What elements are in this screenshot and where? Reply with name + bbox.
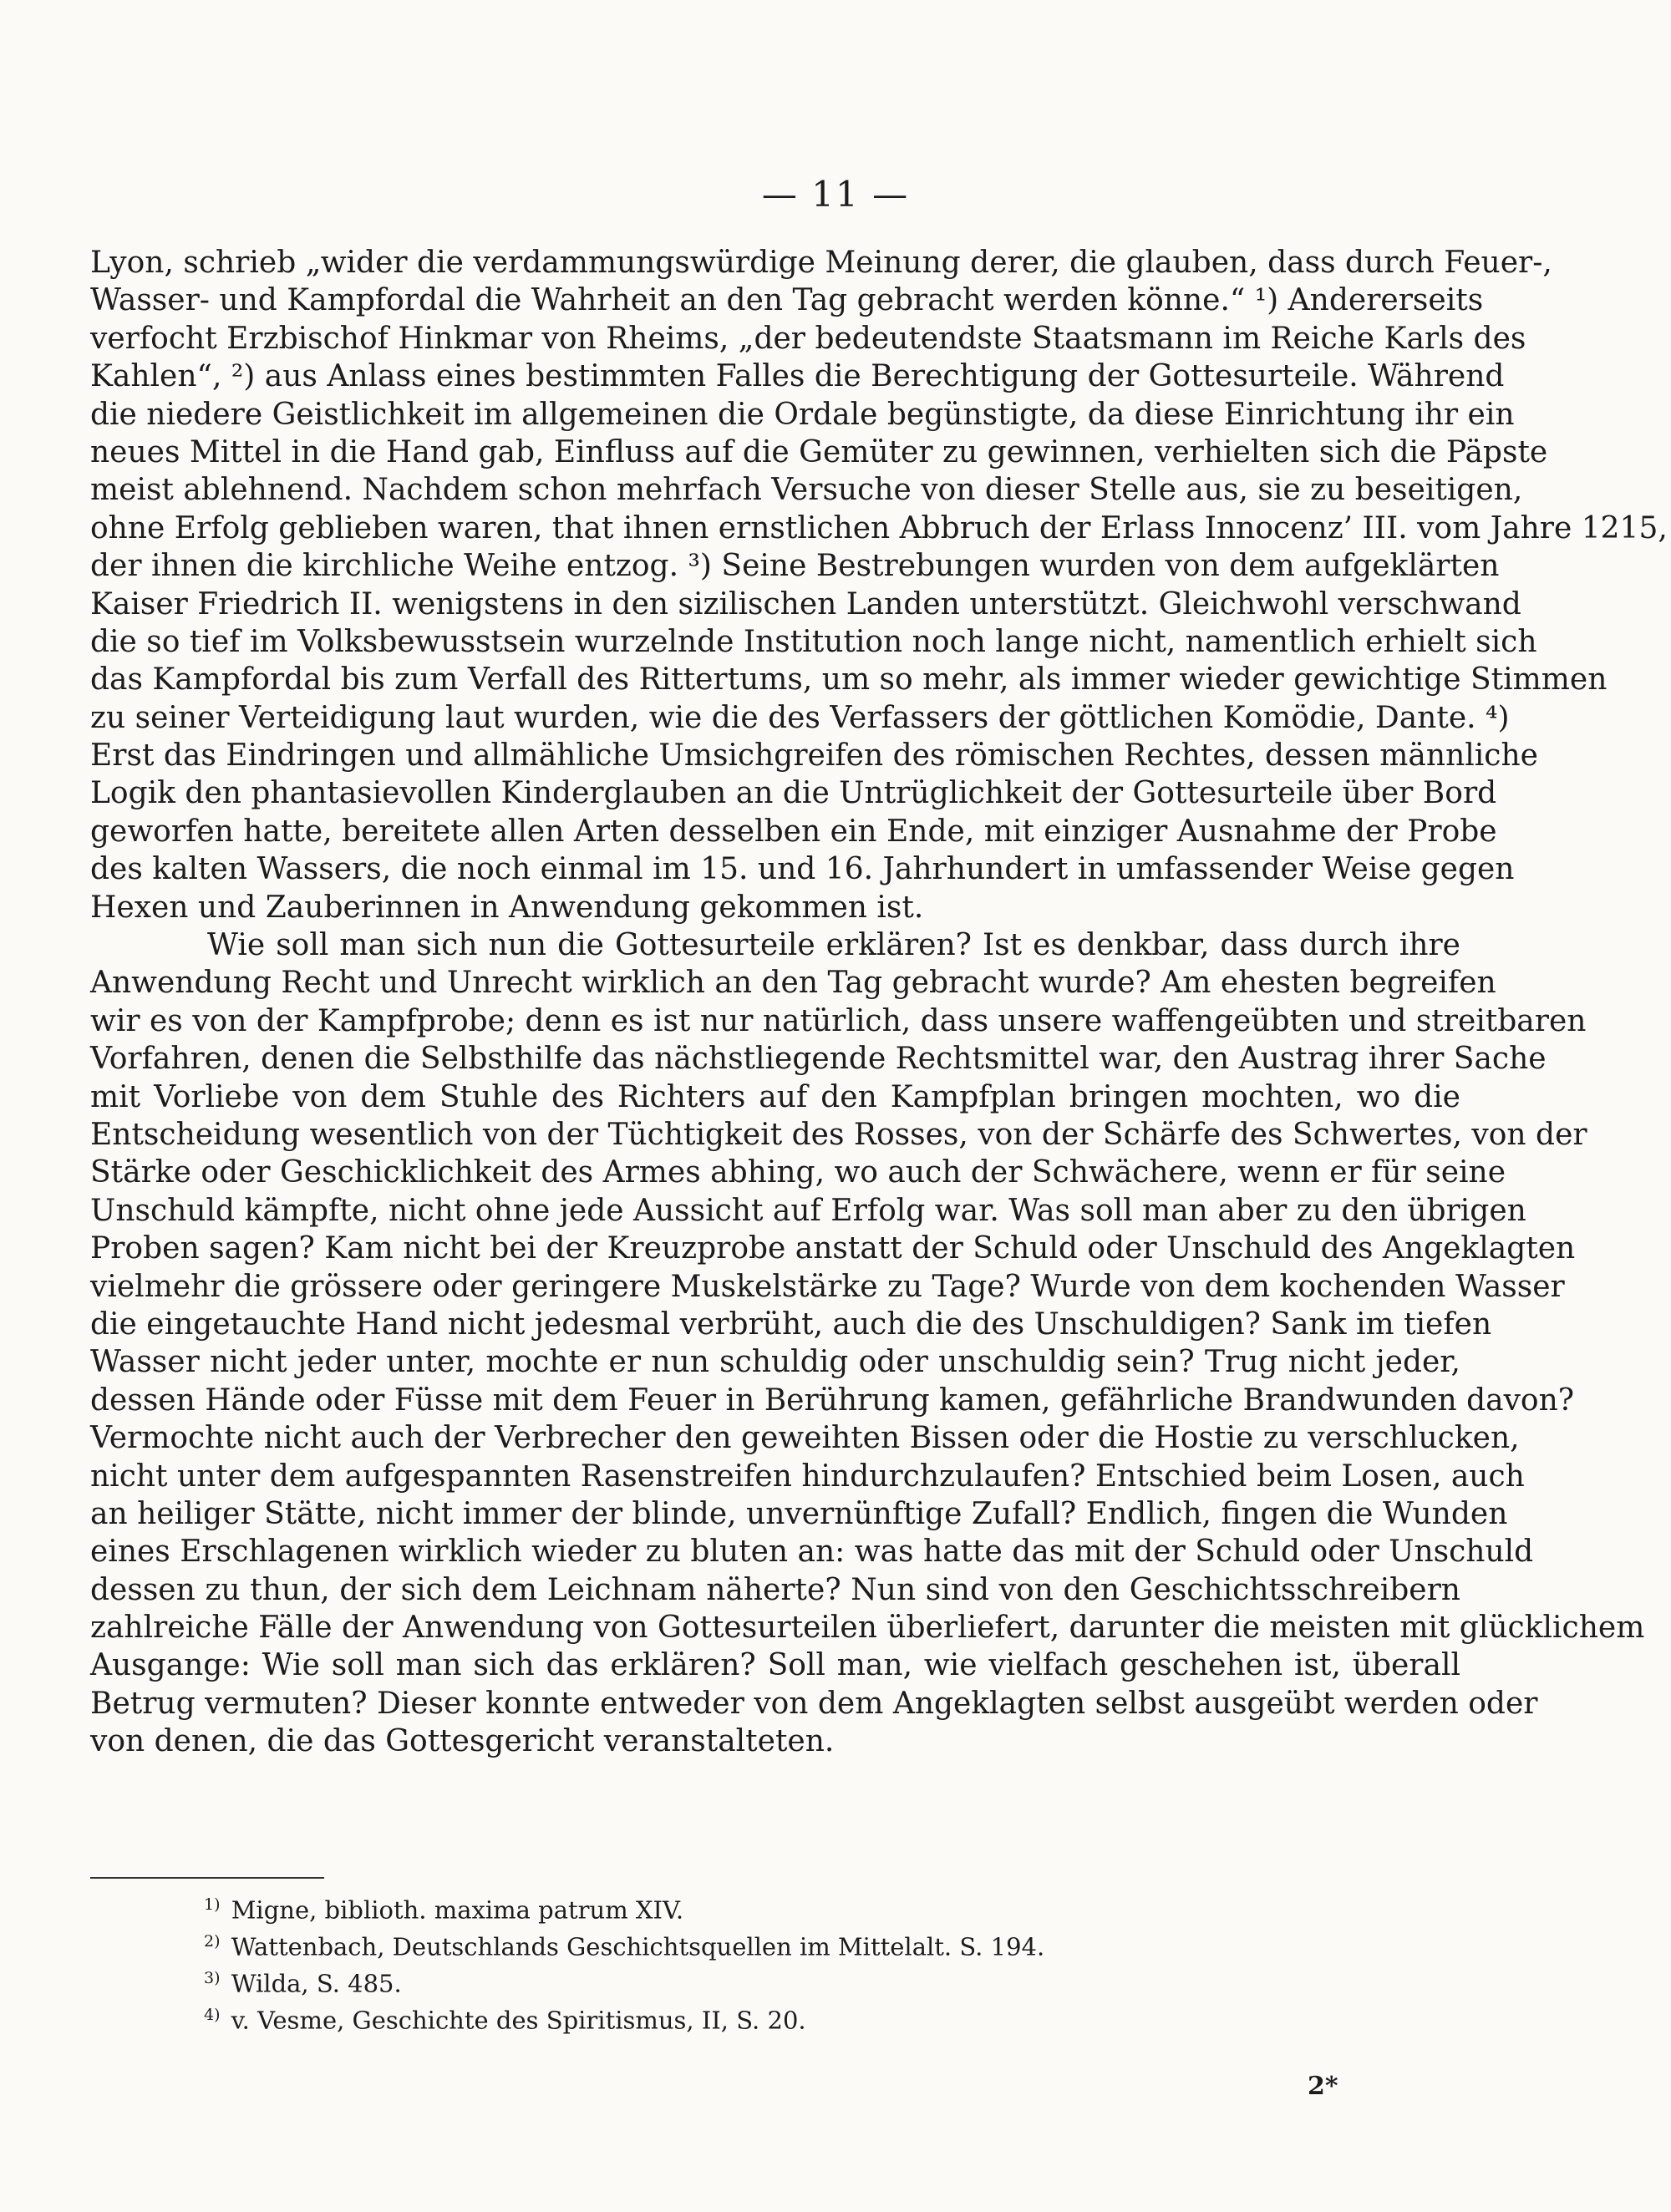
text-line: zu seiner Verteidigung laut wurden, wie die des Verfassers der göttlichen Komödie, Dante. ⁴) bbox=[90, 700, 1510, 735]
text-line: die niedere Geistlichkeit im allgemeinen die Ordale begünstigte, da diese Einrichtung ihr ein bbox=[90, 397, 1515, 432]
text-line: wir es von der Kampfprobe; denn es ist nur natürlich, dass unsere waffengeübten und streitbaren bbox=[90, 1003, 1587, 1038]
text-line: Proben sagen? Kam nicht bei der Kreuzprobe anstatt der Schuld oder Unschuld des Angeklagten bbox=[90, 1231, 1576, 1266]
text-line: Wie soll man sich nun die Gottesurteile erklären? Ist es denkbar, dass durch ihre bbox=[207, 928, 1460, 963]
text-line: Vermochte nicht auch der Verbrecher den geweihten Bissen oder die Hostie zu verschlucken, bbox=[90, 1421, 1520, 1456]
footnote-text: Wattenbach, Deutschlands Geschichtsquellen im Mittelalt. S. 194. bbox=[231, 1932, 1045, 1961]
text-line: Wasser nicht jeder unter, mochte er nun schuldig oder unschuldig sein? Trug nicht jeder, bbox=[90, 1345, 1460, 1380]
footnote-text: v. Vesme, Geschichte des Spiritismus, II, S. 20. bbox=[231, 2006, 806, 2035]
text-line: Kaiser Friedrich II. wenigstens in den sizilischen Landen unterstützt. Gleichwohl verschwand bbox=[90, 586, 1521, 621]
text-line: der ihnen die kirchliche Weihe entzog. ³) Seine Bestrebungen wurden von dem aufgeklärten bbox=[90, 549, 1500, 584]
text-line: geworfen hatte, bereitete allen Arten desselben ein Ende, mit einziger Ausnahme der Probe bbox=[90, 814, 1497, 849]
footnote-text: Migne, biblioth. maxima patrum XIV. bbox=[231, 1895, 684, 1925]
text-line: das Kampfordal bis zum Verfall des Rittertums, um so mehr, als immer wieder gewichtige Stimmen bbox=[90, 662, 1608, 698]
text-line: dessen zu thun, der sich dem Leichnam näherte? Nun sind von den Geschichtsschreibern bbox=[90, 1572, 1460, 1607]
text-line: Wasser- und Kampfordal die Wahrheit an den Tag gebracht werden könne.“ ¹) Andererseits bbox=[90, 283, 1484, 318]
text-line: Entscheidung wesentlich von der Tüchtigkeit des Rosses, von der Schärfe des Schwertes, von der bbox=[90, 1117, 1587, 1152]
text-line: Vorfahren, denen die Selbsthilfe das nächstliegende Rechtsmittel war, den Austrag ihrer Sache bbox=[90, 1042, 1547, 1077]
footnote-divider bbox=[90, 1877, 324, 1879]
text-line: ohne Erfolg geblieben waren, that ihnen ernstlichen Abbruch der Erlass Innocenz’ III. vom Jahre 1215, bbox=[90, 510, 1668, 545]
text-line: Lyon, schrieb „wider die verdammungswürdige Meinung derer, die glauben, dass durch Feuer-, bbox=[90, 246, 1552, 280]
footnote-mark: 2) bbox=[204, 1932, 221, 1951]
footnote bbox=[204, 1923, 1374, 1960]
text-line: mit Vorliebe von dem Stuhle des Richters auf den Kampfplan bringen mochten, wo die bbox=[90, 1079, 1460, 1114]
text-line: dessen Hände oder Füsse mit dem Feuer in Berührung kamen, gefährliche Brandwunden davon? bbox=[90, 1382, 1575, 1418]
text-line: Kahlen“, ²) aus Anlass eines bestimmten Falles die Berechtigung der Gottesurteile. Während bbox=[90, 359, 1505, 394]
text-line: die so tief im Volksbewusstsein wurzelnde Institution noch lange nicht, namentlich erhielt sich bbox=[90, 624, 1537, 659]
text-line: an heiliger Stätte, nicht immer der blinde, unvernünftige Zufall? Endlich, fingen die Wunden bbox=[90, 1496, 1508, 1531]
footnote-mark: 4) bbox=[204, 2006, 221, 2024]
text-line: die eingetauchte Hand nicht jedesmal verbrüht, auch die des Unschuldigen? Sank im tiefen bbox=[90, 1306, 1492, 1342]
footnotes bbox=[204, 1886, 1374, 2033]
text-line: Anwendung Recht und Unrecht wirklich an den Tag gebracht wurde? Am ehesten begreifen bbox=[90, 966, 1496, 1001]
text-line: Unschuld kämpfte, nicht ohne jede Aussicht auf Erfolg war. Was soll man aber zu den übrigen bbox=[90, 1193, 1526, 1228]
text-line: eines Erschlagenen wirklich wieder zu bluten an: was hatte das mit der Schuld oder Unschuld bbox=[90, 1535, 1534, 1570]
text-line: meist ablehnend. Nachdem schon mehrfach Versuche von dieser Stelle aus, sie zu beseitigen, bbox=[90, 473, 1523, 508]
text-line: zahlreiche Fälle der Anwendung von Gottesurteilen überliefert, darunter die meisten mit glücklichem bbox=[90, 1611, 1645, 1646]
text-line: neues Mittel in die Hand gab, Einfluss auf die Gemüter zu gewinnen, verhielten sich die Päpste bbox=[90, 434, 1548, 469]
body-text bbox=[90, 244, 1668, 1761]
footnote bbox=[204, 1996, 1374, 2033]
text-line: Betrug vermuten? Dieser konnte entweder von dem Angeklagten selbst ausgeübt werden oder bbox=[90, 1686, 1538, 1721]
text-line: Erst das Eindringen und allmähliche Umsichgreifen des römischen Rechtes, dessen männliche bbox=[90, 738, 1538, 774]
footnote-mark: 1) bbox=[204, 1895, 221, 1914]
text-line: von denen, die das Gottesgericht veranstalteten. bbox=[90, 1724, 835, 1759]
text-line: nicht unter dem aufgespannten Rasenstreifen hindurchzulaufen? Entschied beim Losen, auch bbox=[90, 1459, 1525, 1494]
printer-signature: 2* bbox=[1308, 2072, 1338, 2101]
footnote-text: Wilda, S. 485. bbox=[231, 1969, 402, 1998]
footnote bbox=[204, 1960, 1374, 1996]
text-line: Ausgange: Wie soll man sich das erklären? Soll man, wie vielfach geschehen ist, überall bbox=[90, 1648, 1460, 1683]
footnote bbox=[204, 1886, 1374, 1923]
text-line: des kalten Wassers, die noch einmal im 15. und 16. Jahrhundert in umfassender Weise gegen bbox=[90, 852, 1515, 887]
text-line: Hexen und Zauberinnen in Anwendung gekommen ist. bbox=[90, 890, 924, 925]
footnote-mark: 3) bbox=[204, 1969, 221, 1987]
page-number: — 11 — bbox=[761, 174, 910, 215]
text-line: Stärke oder Geschicklichkeit des Armes abhing, wo auch der Schwächere, wenn er für seine bbox=[90, 1155, 1506, 1190]
text-line: verfocht Erzbischof Hinkmar von Rheims, „der bedeutendste Staatsmann im Reiche Karls des bbox=[90, 321, 1526, 356]
text-line: Logik den phantasievollen Kinderglauben an die Untrüglichkeit der Gottesurteile über Bord bbox=[90, 776, 1497, 811]
text-line: vielmehr die grössere oder geringere Muskelstärke zu Tage? Wurde von dem kochenden Wasser bbox=[90, 1269, 1565, 1304]
